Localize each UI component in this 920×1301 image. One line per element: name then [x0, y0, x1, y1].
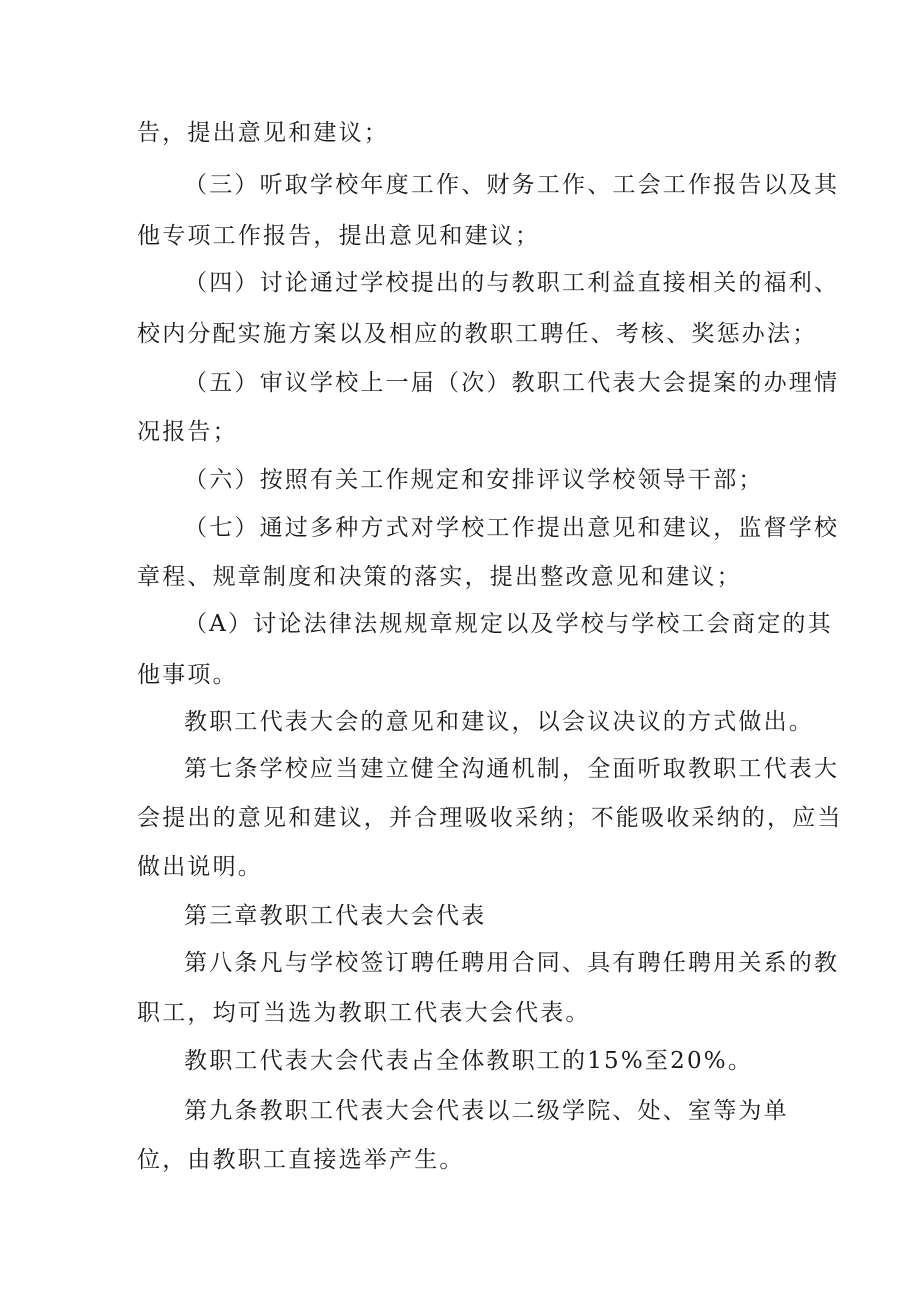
text-line: 教职工代表大会的意见和建议，以会议决议的方式做出。: [184, 709, 814, 735]
text-line: （三）听取学校年度工作、财务工作、工会工作报告以及其: [184, 172, 840, 198]
text-line: 位，由教职工直接选举产生。: [137, 1147, 465, 1173]
text-line: 他事项。: [137, 662, 238, 688]
text-line: （四）讨论通过学校提出的与教职工利益直接相关的福利、: [184, 270, 840, 296]
text-line: 第七条学校应当建立健全沟通机制，全面听取教职工代表大: [184, 756, 840, 782]
text-line: 况报告；: [137, 419, 238, 445]
text-line: 第九条教职工代表大会代表以二级学院、处、室等为单: [184, 1098, 789, 1124]
text-line: （A）讨论法律法规规章规定以及学校与学校工会商定的其: [184, 611, 833, 637]
text-line: 教职工代表大会代表占全体教职工的15%至20%。: [184, 1048, 754, 1074]
text-line: （六）按照有关工作规定和安排评议学校领导干部；: [184, 467, 764, 493]
text-line: 他专项工作报告，提出意见和建议；: [137, 223, 541, 249]
chapter-heading: 第三章教职工代表大会代表: [184, 903, 487, 929]
text-line: 告，提出意见和建议；: [137, 120, 389, 146]
text-line: 做出说明。: [137, 854, 263, 880]
text-line: 校内分配实施方案以及相应的教职工聘任、考核、奖惩办法；: [137, 321, 818, 347]
text-line: 第八条凡与学校签订聘任聘用合同、具有聘任聘用关系的教: [184, 950, 840, 976]
text-line: 章程、规章制度和决策的落实，提出整改意见和建议；: [137, 564, 742, 590]
text-line: （五）审议学校上一届（次）教职工代表大会提案的办理情: [184, 370, 840, 396]
text-line: （七）通过多种方式对学校工作提出意见和建议，监督学校: [184, 515, 840, 541]
text-line: 职工，均可当选为教职工代表大会代表。: [137, 1000, 591, 1026]
text-line: 会提出的意见和建议，并合理吸收采纳；不能吸收采纳的，应当: [137, 805, 843, 831]
